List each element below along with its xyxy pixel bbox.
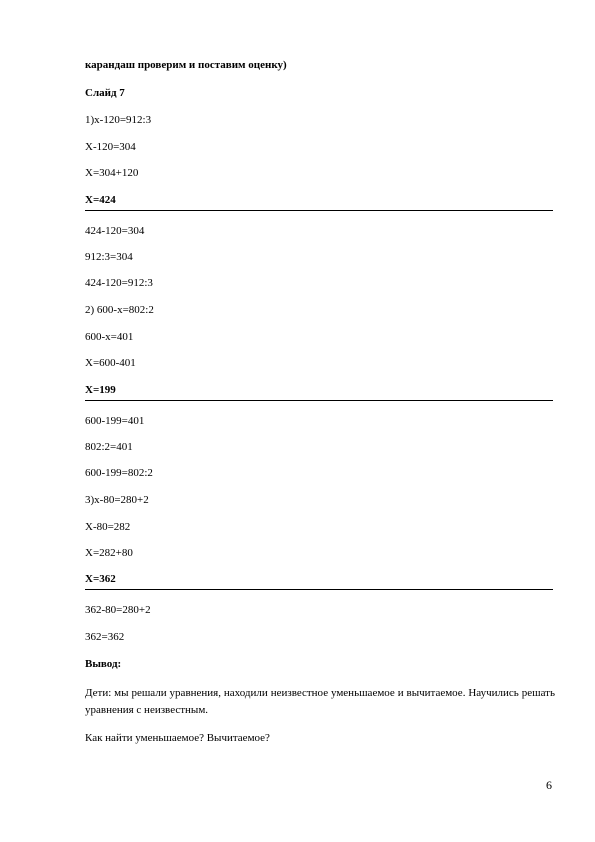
equation-line: Х=282+80 bbox=[85, 547, 133, 559]
question-line: Как найти уменьшаемое? Вычитаемое? bbox=[85, 732, 270, 744]
equation-line: 600-х=401 bbox=[85, 331, 134, 343]
equation-line: 3)х-80=280+2 bbox=[85, 494, 149, 506]
conclusion-text: Дети: мы решали уравнения, находили неизвестное уменьшаемое и вычитаемое. Научились решать уравнения с неизвестным. bbox=[85, 687, 555, 716]
answer-line: Х=199 bbox=[85, 384, 116, 396]
answer-underline bbox=[85, 589, 553, 590]
check-line: 362=362 bbox=[85, 631, 125, 643]
equation-line: Х-80=282 bbox=[85, 521, 131, 533]
check-line: 424-120=912:3 bbox=[85, 277, 153, 289]
answer-underline bbox=[85, 210, 553, 211]
equation-line: Х=304+120 bbox=[85, 167, 139, 179]
check-line: 912:3=304 bbox=[85, 251, 133, 263]
slide-heading: Слайд 7 bbox=[85, 87, 125, 99]
check-line: 600-199=802:2 bbox=[85, 467, 153, 479]
check-line: 362-80=280+2 bbox=[85, 604, 151, 616]
page-number: 6 bbox=[546, 778, 552, 792]
check-line: 424-120=304 bbox=[85, 225, 145, 237]
answer-underline bbox=[85, 400, 553, 401]
equation-line: Х-120=304 bbox=[85, 141, 136, 153]
continuation-line: карандаш проверим и поставим оценку) bbox=[85, 59, 287, 71]
answer-line: Х=424 bbox=[85, 194, 116, 206]
check-line: 802:2=401 bbox=[85, 441, 133, 453]
equation-line: 1)х-120=912:3 bbox=[85, 114, 152, 126]
equation-line: Х=600-401 bbox=[85, 357, 136, 369]
check-line: 600-199=401 bbox=[85, 415, 145, 427]
answer-line: Х=362 bbox=[85, 573, 116, 585]
equation-line: 2) 600-х=802:2 bbox=[85, 304, 154, 316]
conclusion-heading: Вывод: bbox=[85, 658, 122, 670]
